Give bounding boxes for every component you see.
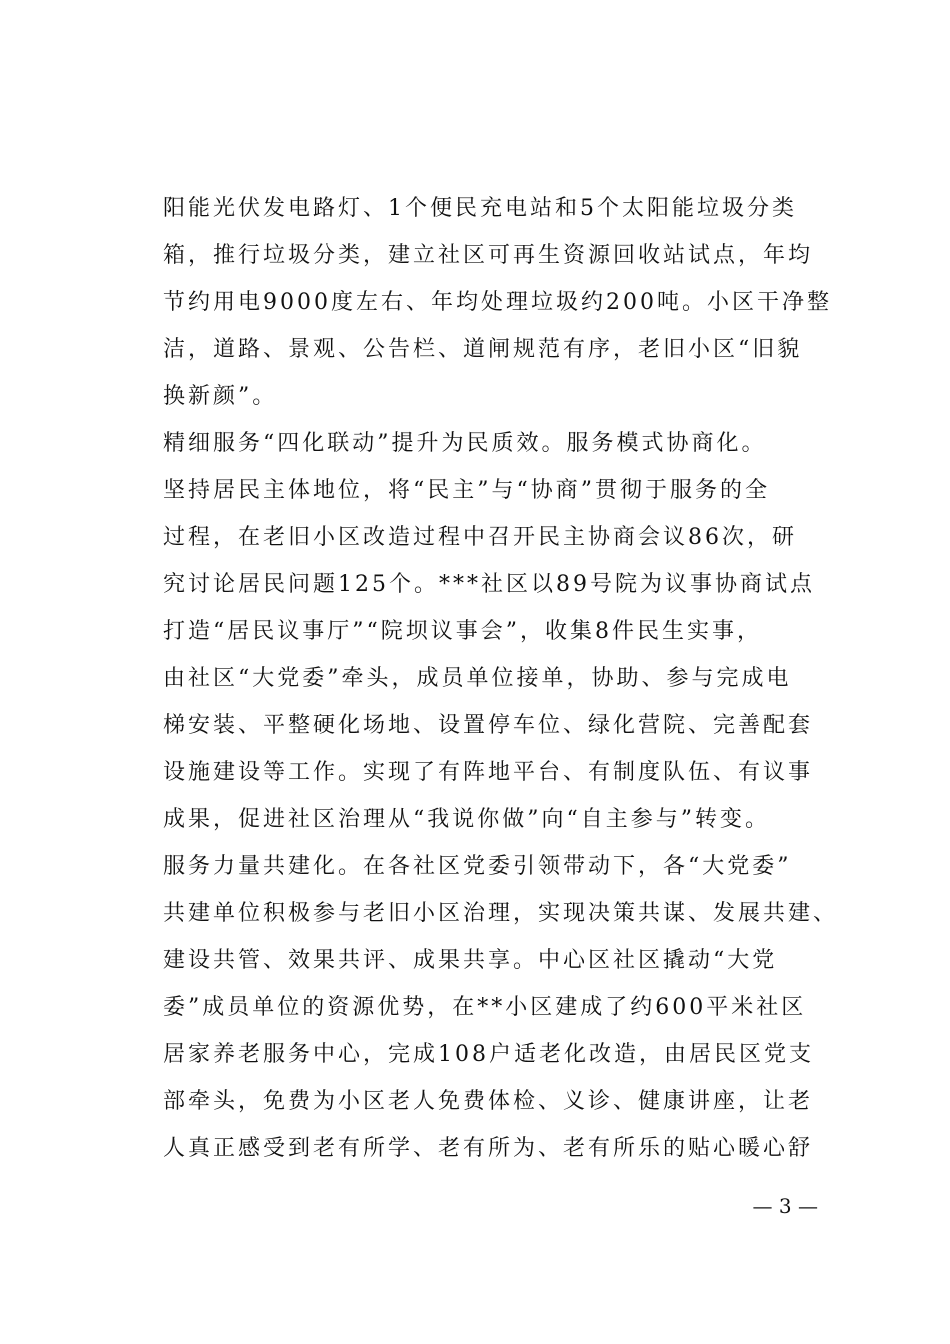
body-text — [163, 185, 853, 1172]
text-line: 建设共管、效果共评、成果共享。中心区社区撬动“大党 — [163, 948, 778, 973]
text-line: 共建单位积极参与老旧小区治理，实现决策共谋、发展共建、 — [163, 901, 839, 926]
text-line: 换新颜”。 — [163, 384, 278, 409]
text-line: 阳能光伏发电路灯、1个便民充电站和5个太阳能垃圾分类 — [163, 196, 797, 221]
text-line: 由社区“大党委”牵头，成员单位接单，协助、参与完成电 — [163, 666, 792, 691]
text-line: 坚持居民主体地位，将“民主”与“协商”贯彻于服务的全 — [163, 478, 770, 503]
text-line: 人真正感受到老有所学、老有所为、老有所乐的贴心暖心舒 — [163, 1136, 814, 1161]
text-line: 箱，推行垃圾分类，建立社区可再生资源回收站试点，年均 — [163, 243, 814, 268]
text-line: 洁，道路、景观、公告栏、道闸规范有序，老旧小区“旧貌 — [163, 337, 803, 362]
text-line: 打造“居民议事厅”“院坝议事会”，收集8件民生实事， — [163, 619, 762, 644]
text-line: 过程，在老旧小区改造过程中召开民主协商会议86次，研 — [163, 525, 797, 550]
text-line: 梯安装、平整硬化场地、设置停车位、绿化营院、完善配套 — [163, 713, 814, 738]
text-line: 究讨论居民问题125个。***社区以89号院为议事协商试点 — [163, 572, 815, 597]
text-line: 服务力量共建化。在各社区党委引领带动下，各“大党委” — [163, 854, 792, 879]
text-line: 部牵头，免费为小区老人免费体检、义诊、健康讲座，让老 — [163, 1089, 814, 1114]
text-line: 成果，促进社区治理从“我说你做”向“自主参与”转变。 — [163, 807, 770, 832]
text-line: 节约用电9000度左右、年均处理垃圾约200吨。小区干净整 — [163, 290, 832, 315]
text-line: 居家养老服务中心，完成108户适老化改造，由居民区党支 — [163, 1042, 814, 1067]
text-line: 精细服务“四化联动”提升为民质效。服务模式协商化。 — [163, 431, 767, 456]
text-line: 委”成员单位的资源优势，在**小区建成了约600平米社区 — [163, 995, 807, 1020]
page-number: — 3 — — [752, 1194, 818, 1218]
text-line: 设施建设等工作。实现了有阵地平台、有制度队伍、有议事 — [163, 760, 814, 785]
